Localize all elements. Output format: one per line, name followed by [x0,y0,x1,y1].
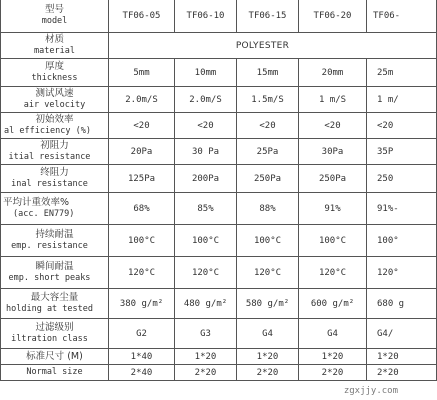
table-row-material [1,33,437,59]
label-model [1,0,109,33]
avg-efficiency-cell: 68% [109,193,175,225]
model-cell: TF06-05 [109,0,175,33]
table-row-dust-holding [1,289,437,319]
label-zh: 型号 [44,4,64,15]
avg-efficiency-cell: 88% [237,193,299,225]
label-initial-resistance [1,139,109,165]
avg-efficiency-cell: 91%- [367,193,437,225]
table-row-model [1,0,437,33]
label-en: emp. resistance [11,241,88,251]
table-row-avg-efficiency [1,193,437,225]
temp-peaks-cell: 120°C [237,257,299,289]
model-cell: TF06- [367,0,437,33]
label-en: Normal size [26,367,83,377]
filtration-class-cell: G4 [237,319,299,349]
air-velocity-cell: 1.5m/S [237,87,299,113]
model-cell: TF06-15 [237,0,299,33]
label-zh: 测试风速 [35,88,74,99]
air-velocity-cell: 2.0m/S [109,87,175,113]
label-zh: 最大容尘量 [30,292,79,303]
initial-efficiency-cell: <20 [299,113,367,139]
standard-size-cell: 1*20 [299,349,367,365]
initial-resistance-cell: 35P [367,139,437,165]
final-resistance-cell: 250Pa [299,165,367,193]
label-en: emp. short peaks [8,273,91,283]
table-row-air-velocity [1,87,437,113]
label-zh: 初始效率 [35,114,74,125]
label-zh: 过滤级别 [35,322,74,333]
standard-size-cell: 1*40 [109,349,175,365]
label-en: holding at tested [6,304,93,314]
table-row-initial-resistance [1,139,437,165]
table-row-temp-resistance [1,225,437,257]
thickness-cell: 5mm [109,59,175,87]
label-initial-efficiency [1,113,109,139]
initial-resistance-cell: 30Pa [299,139,367,165]
label-zh: 终阻力 [40,167,69,178]
standard-size-cell: 1*20 [237,349,299,365]
label-en: material [34,46,75,56]
label-final-resistance [1,165,109,193]
label-normal-size [1,365,109,381]
final-resistance-cell: 250 [367,165,437,193]
dust-holding-cell: 480 g/m² [175,289,237,319]
table-row-standard-size [1,349,437,365]
normal-size-cell: 2*20 [367,365,437,381]
label-zh: 厚度 [44,61,64,72]
avg-efficiency-cell: 85% [175,193,237,225]
normal-size-cell: 2*20 [175,365,237,381]
model-cell: TF06-10 [175,0,237,33]
label-dust-holding [1,289,109,319]
temp-resistance-cell: 100°C [237,225,299,257]
thickness-cell: 15mm [237,59,299,87]
table-row-normal-size [1,365,437,381]
table-row-initial-efficiency [1,113,437,139]
table-row-temp-peaks [1,257,437,289]
thickness-cell: 10mm [175,59,237,87]
label-temp-peaks [1,257,109,289]
standard-size-cell: 1*20 [175,349,237,365]
filtration-class-cell: G4/ [367,319,437,349]
initial-resistance-cell: 25Pa [237,139,299,165]
temp-peaks-cell: 120°C [109,257,175,289]
label-zh: 初阻力 [40,140,69,151]
initial-resistance-cell: 20Pa [109,139,175,165]
label-zh: 瞬间耐温 [35,261,74,272]
label-standard-size [1,349,109,365]
label-zh: 平均计重效率% [3,197,70,208]
final-resistance-cell: 250Pa [237,165,299,193]
label-en: model [41,16,68,26]
label-avg-efficiency [1,193,109,225]
label-en: (acc. EN779) [13,209,75,219]
label-en: itial resistance [8,152,91,162]
temp-resistance-cell: 100°C [175,225,237,257]
initial-efficiency-cell: <20 [237,113,299,139]
temp-resistance-cell: 100° [367,225,437,257]
dust-holding-cell: 380 g/m² [109,289,175,319]
temp-peaks-cell: 120°C [175,257,237,289]
watermark-text: zgxjjy.com [343,386,398,396]
label-en: inal resistance [11,179,88,189]
label-en: al efficiency (%) [4,126,91,136]
temp-resistance-cell: 100°C [109,225,175,257]
thickness-cell: 20mm [299,59,367,87]
temp-peaks-cell: 120°C [299,257,367,289]
material-value: POLYESTER [109,33,437,59]
normal-size-cell: 2*20 [299,365,367,381]
normal-size-cell: 2*20 [237,365,299,381]
label-temp-resistance [1,225,109,257]
dust-holding-cell: 680 g [367,289,437,319]
label-zh: 材质 [44,34,64,45]
temp-peaks-cell: 120° [367,257,437,289]
label-zh: 持续耐温 [35,229,74,240]
final-resistance-cell: 200Pa [175,165,237,193]
initial-efficiency-cell: <20 [175,113,237,139]
label-filtration-class [1,319,109,349]
air-velocity-cell: 1 m/S [299,87,367,113]
table-row-thickness [1,59,437,87]
temp-resistance-cell: 100°C [299,225,367,257]
label-en: iltration class [11,334,88,344]
label-material [1,33,109,59]
dust-holding-cell: 600 g/m² [299,289,367,319]
label-en: air velocity [23,100,86,110]
filtration-class-cell: G4 [299,319,367,349]
standard-size-cell: 1*20 [367,349,437,365]
avg-efficiency-cell: 91% [299,193,367,225]
thickness-cell: 25m [367,59,437,87]
initial-efficiency-cell: <20 [109,113,175,139]
table-row-filtration-class [1,319,437,349]
table-row-final-resistance [1,165,437,193]
filtration-class-cell: G2 [109,319,175,349]
air-velocity-cell: 2.0m/S [175,87,237,113]
label-en: thickness [31,73,78,83]
air-velocity-cell: 1 m/ [367,87,437,113]
initial-efficiency-cell: <20 [367,113,437,139]
model-cell: TF06-20 [299,0,367,33]
dust-holding-cell: 580 g/m² [237,289,299,319]
label-zh: 标准尺寸 (M) [26,350,83,362]
label-thickness [1,59,109,87]
filtration-class-cell: G3 [175,319,237,349]
initial-resistance-cell: 30 Pa [175,139,237,165]
normal-size-cell: 2*40 [109,365,175,381]
label-air-velocity [1,87,109,113]
final-resistance-cell: 125Pa [109,165,175,193]
